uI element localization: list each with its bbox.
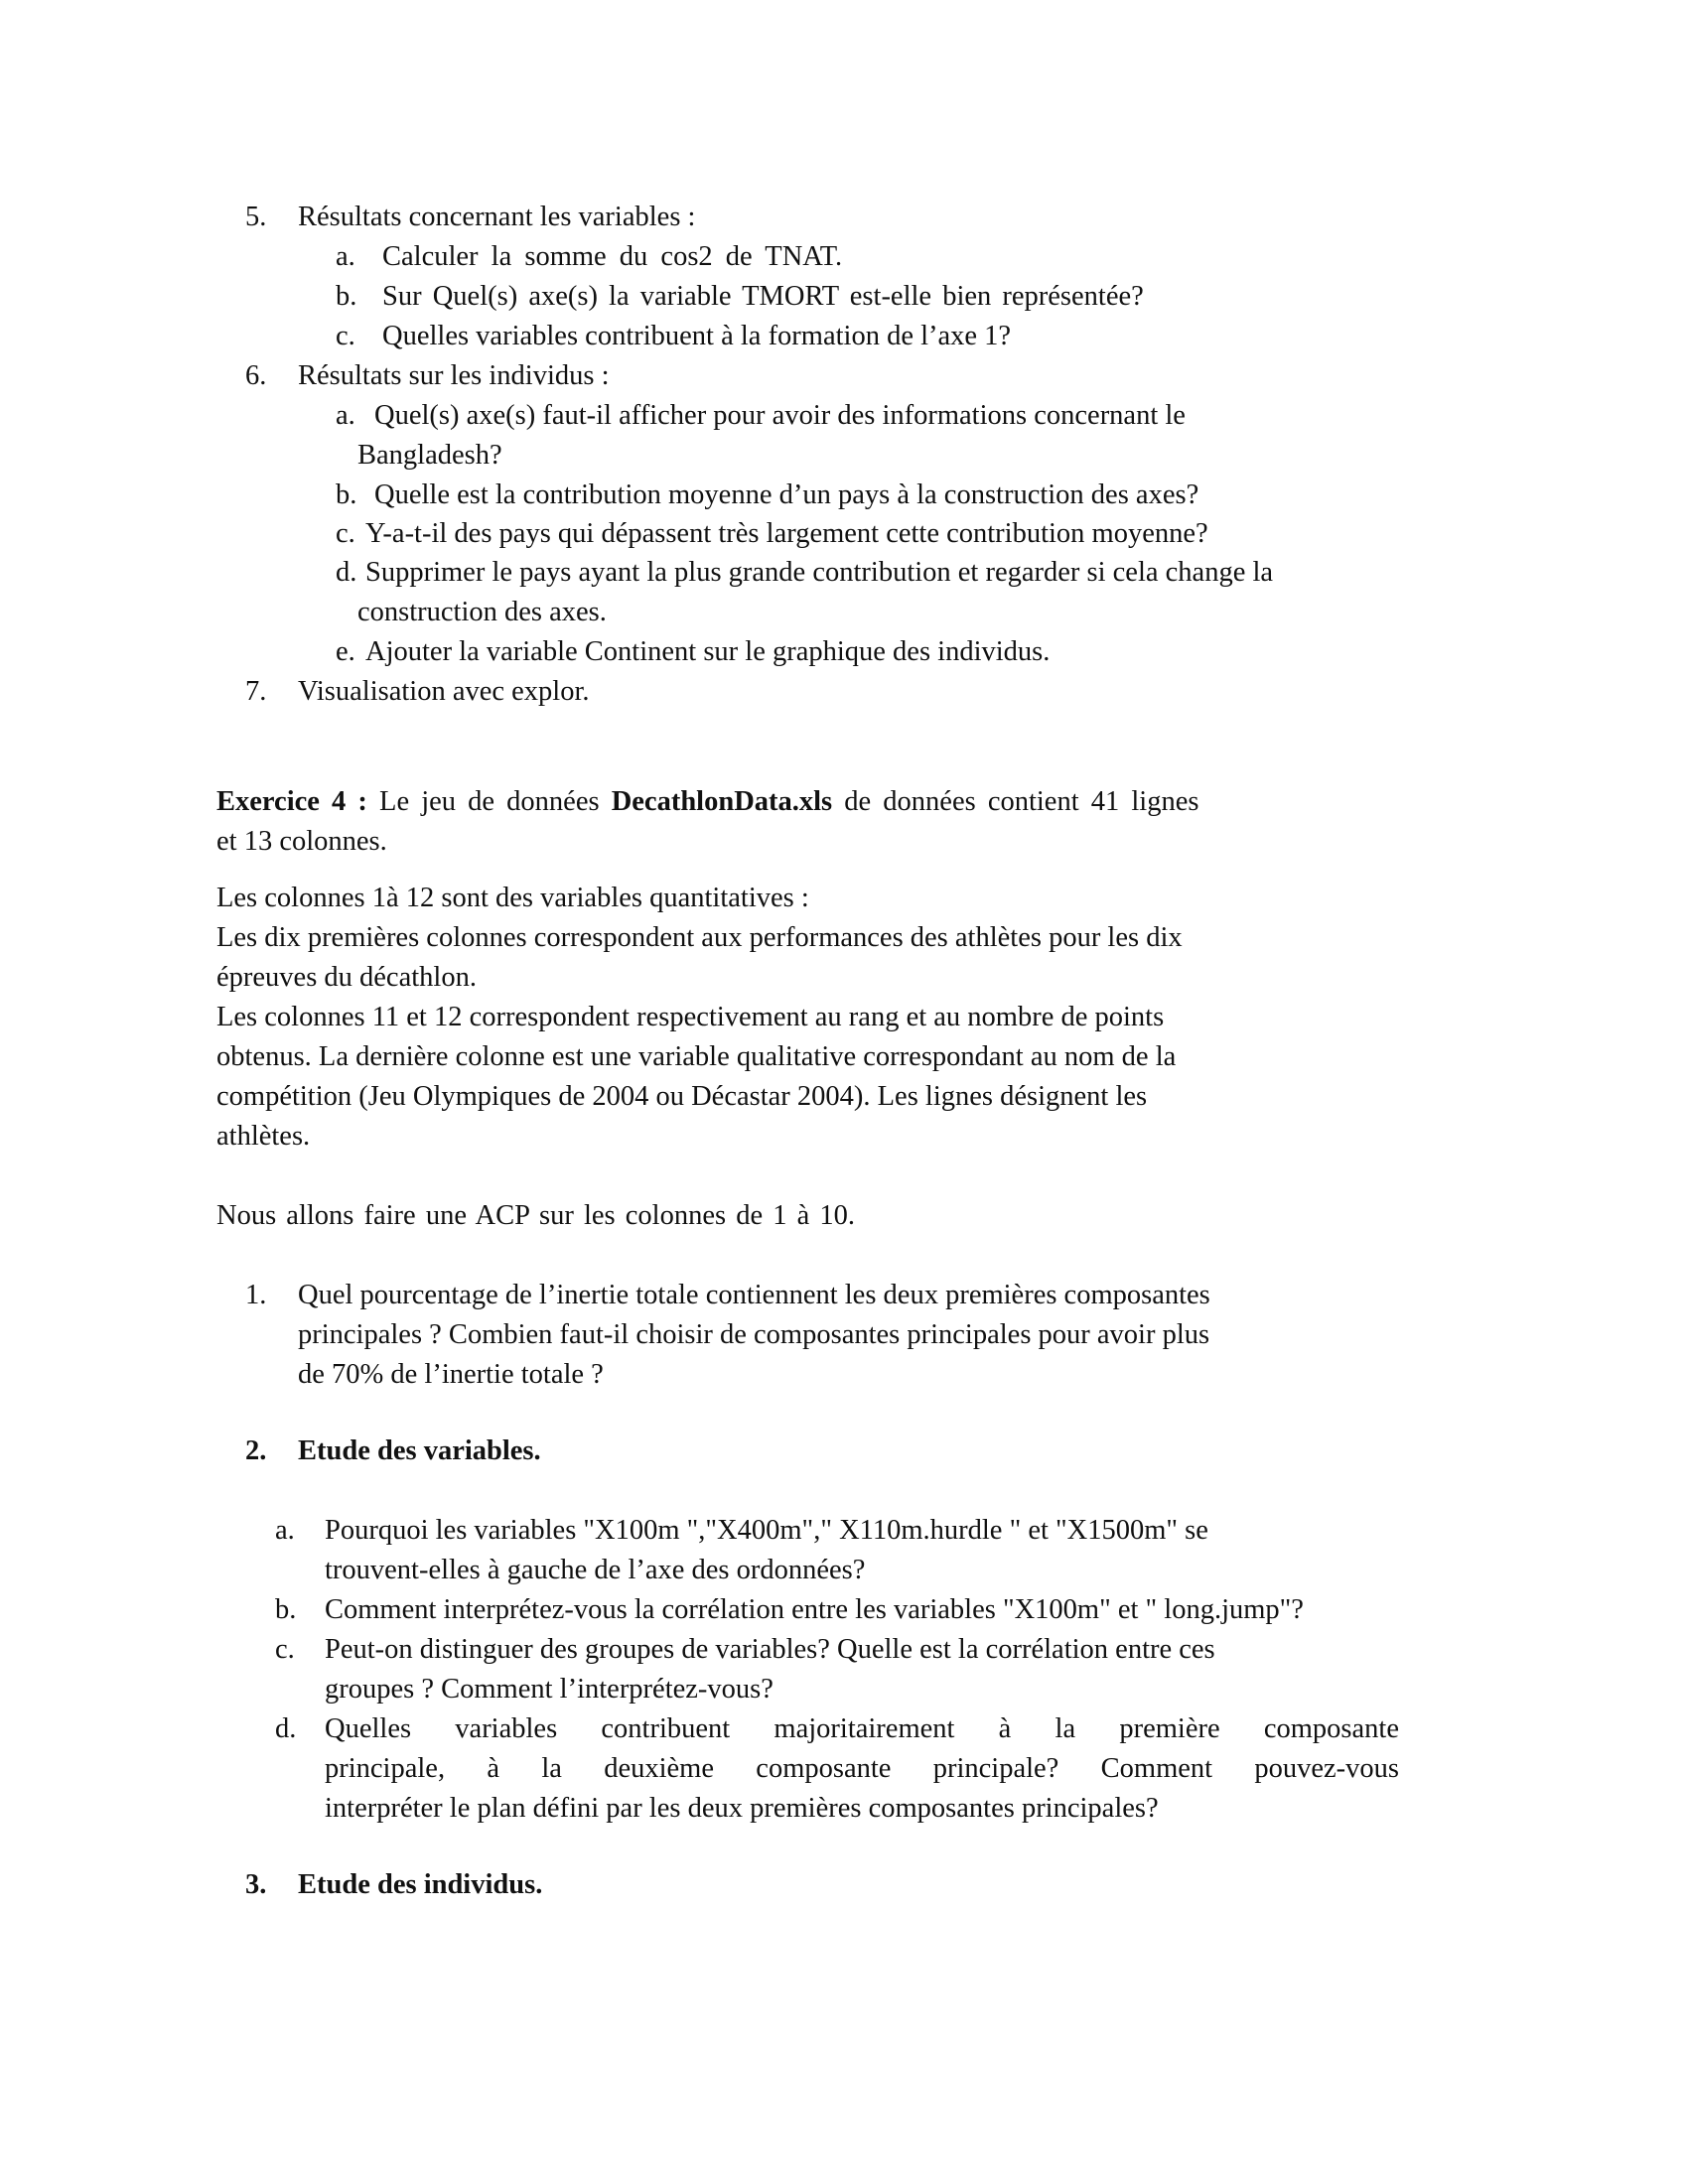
paragraph-line: Les colonnes 1à 12 sont des variables quantitatives :: [216, 883, 809, 913]
list-item: Y-a-t-il des pays qui dépassent très largement cette contribution moyenne?: [365, 518, 1208, 549]
section-7-number: 7.: [245, 676, 267, 707]
section-5-title: Résultats concernant les variables :: [298, 202, 696, 232]
question-3-number: 3.: [245, 1869, 267, 1900]
list-label: b.: [336, 479, 357, 510]
list-label: c.: [336, 321, 355, 351]
list-item: Sur Quel(s) axe(s) la variable TMORT est-elle bien représentée?: [382, 281, 1144, 312]
question-2-number: 2.: [245, 1435, 267, 1466]
question-2-title: Etude des variables.: [298, 1435, 541, 1466]
list-item: Ajouter la variable Continent sur le graphique des individus.: [365, 636, 1051, 667]
question-3-title: Etude des individus.: [298, 1869, 543, 1900]
list-label: d.: [336, 557, 357, 588]
question-1-line: principales ? Combien faut-il choisir de composantes principales pour avoir plus: [298, 1319, 1210, 1350]
paragraph-line: compétition (Jeu Olympiques de 2004 ou Décastar 2004). Les lignes désignent les: [216, 1081, 1148, 1112]
list-item-continuation: principale, à la deuxième composante principale? Comment pouvez-vous: [325, 1753, 1399, 1784]
dataset-filename: DecathlonData.xls: [611, 786, 833, 817]
question-1-line: de 70% de l’inertie totale ?: [298, 1359, 604, 1390]
list-item: Calculer la somme du cos2 de TNAT.: [382, 241, 843, 272]
list-label: c.: [336, 518, 355, 549]
section-6-title: Résultats sur les individus :: [298, 360, 610, 391]
section-7-title: Visualisation avec explor.: [298, 676, 590, 707]
list-item-continuation: construction des axes.: [357, 597, 607, 627]
list-item: Comment interprétez-vous la corrélation entre les variables "X100m" et " long.jump"?: [325, 1594, 1304, 1625]
paragraph-line: obtenus. La dernière colonne est une variable qualitative correspondant au nom de la: [216, 1041, 1177, 1072]
paragraph-line: Les colonnes 11 et 12 correspondent respectivement au rang et au nombre de points: [216, 1002, 1165, 1032]
list-item: Peut-on distinguer des groupes de variables? Quelle est la corrélation entre ces: [325, 1634, 1215, 1665]
list-item: Quelles variables contribuent majoritairement à la première composante: [325, 1713, 1399, 1744]
question-1-number: 1.: [245, 1280, 267, 1310]
question-1-line: Quel pourcentage de l’inertie totale contiennent les deux premières composantes: [298, 1280, 1210, 1310]
acp-statement: Nous allons faire une ACP sur les colonnes de 1 à 10.: [216, 1200, 856, 1231]
list-label: d.: [275, 1713, 297, 1744]
list-label: b.: [336, 281, 357, 312]
list-item-continuation: interpréter le plan défini par les deux premières composantes principales?: [325, 1793, 1159, 1824]
exercise-4-heading: Exercice 4 :: [216, 786, 367, 817]
list-label: a.: [336, 400, 355, 431]
list-label: e.: [336, 636, 355, 667]
list-label: a.: [336, 241, 355, 272]
exercise-4-intro-continuation: et 13 colonnes.: [216, 826, 387, 857]
list-label: c.: [275, 1634, 295, 1665]
paragraph-line: athlètes.: [216, 1121, 311, 1152]
section-6-number: 6.: [245, 360, 267, 391]
list-label: a.: [275, 1515, 295, 1546]
paragraph-line: épreuves du décathlon.: [216, 962, 477, 993]
list-item-continuation: groupes ? Comment l’interprétez-vous?: [325, 1674, 774, 1705]
list-item-continuation: Bangladesh?: [357, 440, 502, 471]
list-label: b.: [275, 1594, 297, 1625]
list-item: Supprimer le pays ayant la plus grande contribution et regarder si cela change la: [365, 557, 1274, 588]
exercise-4-intro: Exercice 4 : Le jeu de données DecathlonData.xls de données contient 41 lignes: [216, 786, 1199, 817]
list-item: Quelle est la contribution moyenne d’un pays à la construction des axes?: [374, 479, 1199, 510]
list-item: Quel(s) axe(s) faut-il afficher pour avoir des informations concernant le: [374, 400, 1186, 431]
paragraph-line: Les dix premières colonnes correspondent aux performances des athlètes pour les dix: [216, 922, 1183, 953]
list-item: Pourquoi les variables "X100m ","X400m"," X110m.hurdle " et "X1500m" se: [325, 1515, 1208, 1546]
list-item-continuation: trouvent-elles à gauche de l’axe des ordonnées?: [325, 1555, 866, 1585]
section-5-number: 5.: [245, 202, 267, 232]
list-item: Quelles variables contribuent à la formation de l’axe 1?: [382, 321, 1012, 351]
